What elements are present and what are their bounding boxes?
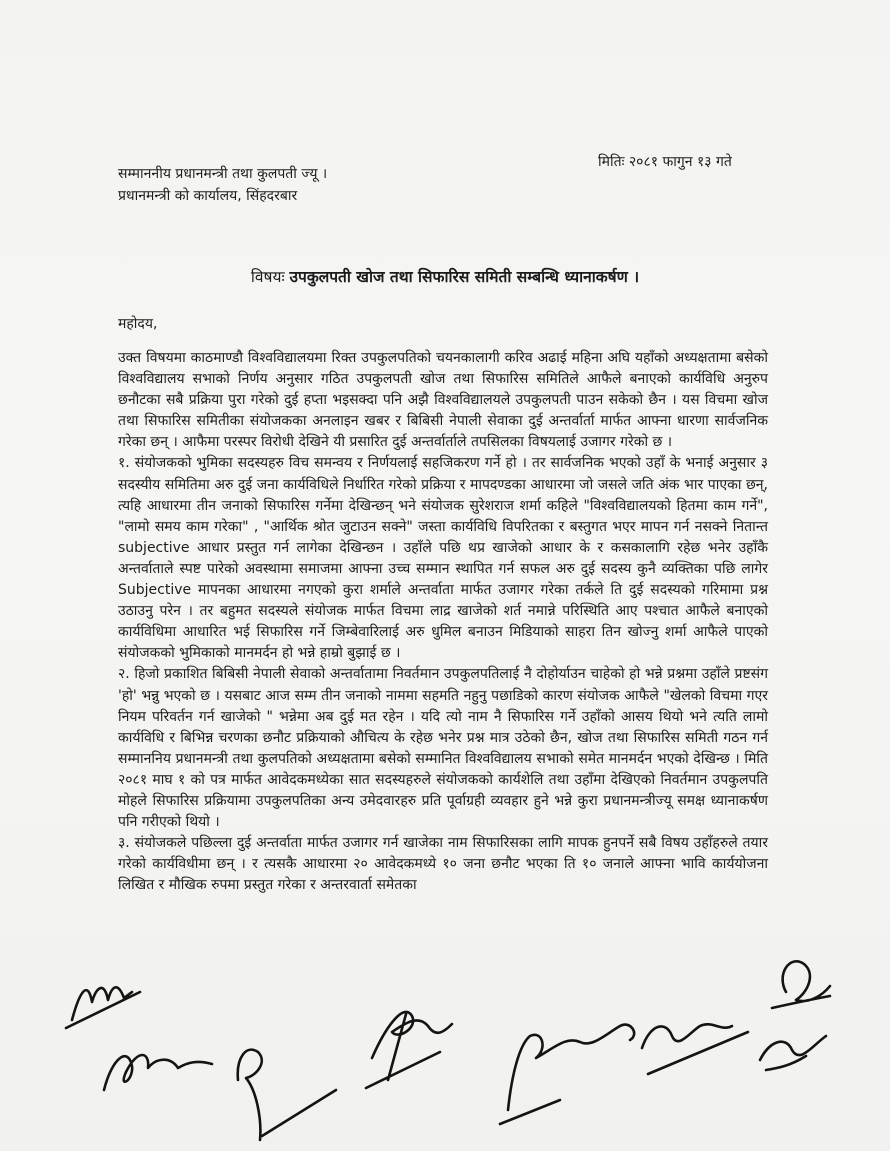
signature-3 (238, 1050, 336, 1140)
body-paragraph-2: २. हिजो प्रकाशित बिबिसी नेपाली सेवाको अन्तर्वातामा निवर्तमान उपकुलपतिलाई नै दोहोर्याउन चाहेको हो भन्ने प्रश्नमा उहाँले प्रष्टसंग 'हो' भन्नु भएको छ । यसबाट आज सम्म तीन जनाको नाममा सहमति नहुनु पछाडिको कारण संयोजक आफैले "खेलको विचमा गएर नियम परिवर्तन गर्न खाजेको " भन्नेमा अब दुई मत रहेन । यदि त्यो नाम नै सिफारिस गर्ने उहाँको आसय थियो भने त्यति लामो कार्यविधि र बिभिन्न चरणका छनौट प्रक्रियाको औचित्य के रहेछ भनेर प्रश्न मात्र उठेको छैन, खोज तथा सिफारिस समिती गठन गर्न सम्माननिय प्रधानमन्त्री तथा कुलपतिको अध्यक्षतामा बसेको सम्मानित विश्वविद्यालय सभाको समेत मानमर्दन भएको देखिन्छ । मिति २०८१ माघ १ को पत्र मार्फत आवेदकमध्येका सात सदस्यहरुले संयोजकको कार्यशेलि तथा उहाँमा देखिएको निवर्तमान उपकुलपति मोहले सिफारिस प्रक्रियामा उपकुलपतिका अन्य उमेदवारहरु प्रति पूर्वाग्रही व्यवहार हुने भन्ने कुरा प्रधानमन्त्रीज्यू समक्ष ध्यानाकर्षण पनि गरीएको थियो । (118, 666, 768, 831)
letter-body (118, 348, 768, 896)
signature-4 (366, 1012, 452, 1088)
signature-1 (66, 987, 140, 1028)
body-paragraph-intro: उक्त विषयमा काठमाण्डौ विश्वविद्यालयमा रिक्त उपकुलपतिको चयनकालागी करिव अढाई महिना अघि यहाँको अध्यक्षतामा बसेको विश्वविद्यालय सभाको निर्णय अनुसार गठित उपकुलपती खोज तथा सिफारिस समितिले आफैले बनाएको कार्यविधि अनुरुप छनौटका सबै प्रक्रिया पुरा गरेको दुई हप्ता भइसक्दा पनि अझै विश्वविद्यालयले उपकुलपती पाउन सकेको छैन । यस विचमा खोज तथा सिफारिस समितीका संयोजकका अनलाइन खबर र बिबिसी नेपाली सेवाका दुई अन्तर्वार्ता मार्फत आफ्ना धारणा सार्वजनिक गरेका छन् । आफैमा परस्पर विरोधी देखिने यी प्रसारित दुई अन्तर्वार्ताले तपसिलका विषयलाई उजागर गरेको छ । (118, 350, 768, 451)
signatures-drawing (0, 940, 890, 1151)
salutation: महोदय, (118, 316, 158, 332)
subject-label: विषयः (250, 268, 285, 286)
letter-date: मितिः २०८१ फागुन १३ गते (598, 154, 732, 170)
signature-7 (760, 1036, 826, 1070)
subject-line (0, 265, 890, 287)
signature-6 (642, 1024, 748, 1074)
body-paragraph-1: १. संयोजकको भुमिका सदस्यहरु विच समन्वय र निर्णयलाई सहजिकरण गर्ने हो । तर सार्वजनिक भएको उहाँ के भनाई अनुसार ३ सदस्यीय समितिमा अरु दुई जना कार्यविधिले निर्धारित गरेको प्रक्रिया र मापदण्डका आधारमा जो जसले जति अंक भार पाएका छन्, त्यहि आधारमा तीन जनाको सिफारिस गर्नेमा देखिन्छन् भने संयोजक सुरेशराज शर्मा कहिले "विश्वविद्यालयको हितमा काम गर्ने", "लामो समय काम गरेका" , "आर्थिक श्रोत जुटाउन सक्ने" जस्ता कार्यविधि विपरितका र बस्तुगत भएर मापन गर्न नसक्ने नितान्त subjective आधार प्रस्तुत गर्न लागेका देखिन्छन । उहाँले पछि थप्र खाजेको आधार के र कसकालागि रहेछ भनेर उहाँकै अन्तर्वाताले स्पष्ट पारेको अवस्थामा समाजमा आफ्ना उच्च सम्मान स्थापित गर्न सफल अरु दुई सदस्य कुनै व्यक्तिका पछि लागेर Subjective मापनका आधारमा नगएको कुरा शर्माले अन्तर्वाता मार्फत उजागर गरेका तर्कले ति दुई सदस्यको गरिमामा प्रश्न उठाउनु परेन । तर बहुमत सदस्यले संयोजक मार्फत विचमा लाद्र खाजेको शर्त नमान्ने परिस्थिति आए पश्चात आफैले बनाएको कार्यविधिमा आधारित भई सिफारिस गर्ने जिम्बेवारिलाई अरु धुमिल बनाउन मिडियाको साहरा तिन खोज्नु शर्मा आफैले पाएको संयोजकको भुमिकाको मानमर्दन हो भन्ने हाम्रो बुझाई छ । (118, 455, 768, 662)
signature-5 (500, 1025, 634, 1124)
subject-text: उपकुलपती खोज तथा सिफारिस समिती सम्बन्धि ध्यानाकर्षण । (289, 268, 640, 286)
body-paragraph-3: ३. संयोजकले पछिल्ला दुई अन्तर्वाता मार्फत उजागर गर्न खाजेका नाम सिफारिसका लागि मापक हुनपर्ने सबै विषय उहाँहरुले तयार गरेको कार्यविधीमा छन् । र त्यसकै आधारमा २० आवेदकमध्ये १० जना छनौट भएका ति १० जनाले आफ्ना भावि कार्ययोजना लिखित र मौखिक रुपमा प्रस्तुत गरेका र अन्तरवार्ता समेतका (118, 835, 768, 894)
signature-8 (772, 961, 830, 1008)
signature-2 (104, 1055, 212, 1090)
addressee-block (118, 163, 327, 207)
addressee-line-2: प्रधानमन्त्री को कार्यालय, सिंहदरबार (118, 188, 298, 204)
signatures-area (0, 940, 890, 1151)
addressee-line-1: सम्माननीय प्रधानमन्त्री तथा कुलपती ज्यू । (118, 166, 328, 182)
